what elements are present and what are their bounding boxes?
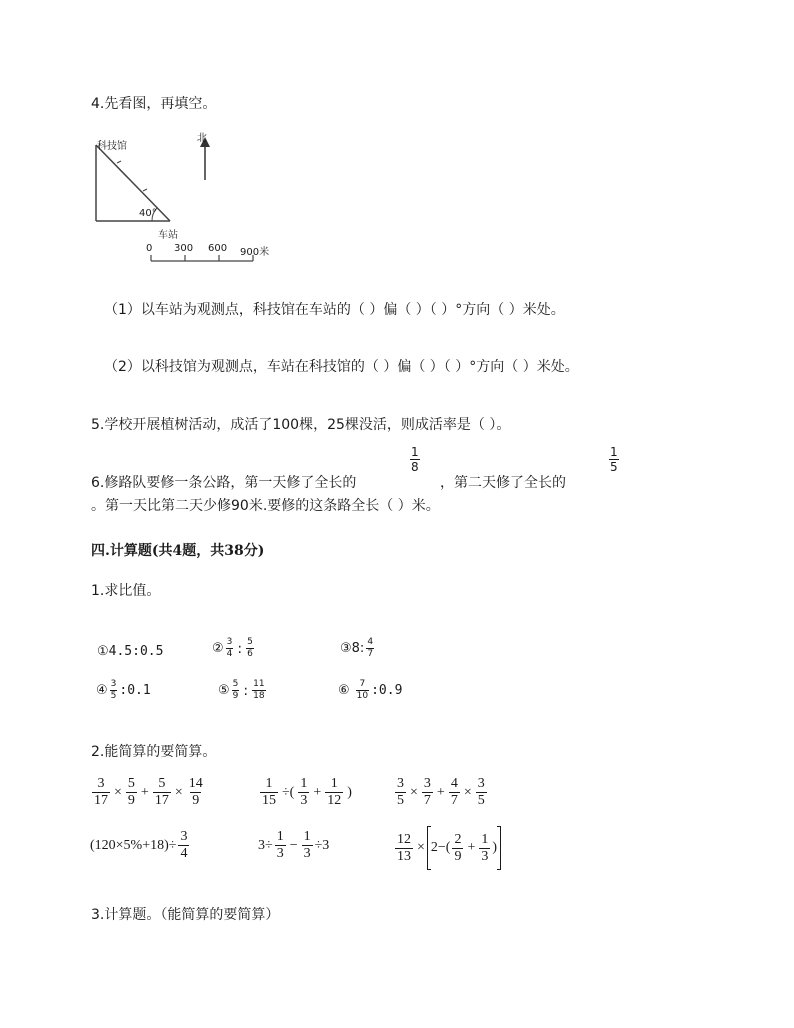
c1-i4-den: 5 (110, 691, 117, 701)
q6-line2: 。第一天比第二天少修90米.要修的这条路全长（ ）米。 (91, 498, 440, 514)
scale-label-600: 600 (208, 243, 228, 254)
c2-expr-4 (90, 830, 191, 861)
c2-e6-square-bracket (427, 826, 501, 870)
hypotenuse-tick (143, 189, 147, 191)
c1-i2-a-num: 3 (226, 637, 233, 647)
c2-e3-op3: × (463, 784, 472, 800)
c2-e3-op1: × (410, 784, 418, 800)
c2-e1-op2: + (140, 784, 149, 800)
q6-fraction-2 (607, 446, 621, 473)
c2-e5-suffix: ÷3 (314, 837, 330, 853)
c2-e1-c-num: 5 (158, 776, 166, 791)
q6-part1: 6.修路队要修一条公路，第一天修了全长的 (91, 475, 357, 491)
c1-item-5 (218, 680, 268, 701)
c2-e3-b-den: 7 (423, 793, 431, 808)
c2-e1-op3: × (174, 784, 183, 800)
c1-i5-b-den: 18 (253, 691, 265, 701)
c2-title: 2.能简算的要简算。 (91, 744, 217, 760)
c2-e2-op2: + (313, 784, 322, 800)
c1-item-2-prefix: ② (212, 641, 224, 656)
c1-item-3 (340, 638, 376, 659)
c2-e1-c-den: 17 (154, 793, 169, 808)
q6-frac2-num: 1 (610, 445, 618, 459)
c2-e6-op2: + (467, 840, 476, 855)
c2-e6-inner-suffix: ) (492, 840, 498, 855)
c2-e3-d-num: 3 (477, 776, 485, 791)
c2-e1-d-num: 14 (188, 776, 203, 791)
c2-e4-prefix: (120×5%+18)÷ (90, 837, 177, 853)
c2-e5-a-den: 3 (276, 846, 284, 861)
c1-i2-b-den: 6 (247, 649, 253, 659)
c2-e1-b-den: 9 (127, 793, 135, 808)
c1-item-5-prefix: ⑤ (218, 683, 230, 698)
c2-e2-b-num: 1 (300, 776, 308, 791)
q4-sub1: （1）以车站为观测点，科技馆在车站的（ ）偏（ ）（ ）°方向（ ）米处。 (104, 302, 565, 318)
c2-e6-inner-prefix: 2−( (430, 840, 451, 855)
hypotenuse-tick (117, 161, 121, 163)
scale-label-300: 300 (174, 243, 194, 254)
c2-e3-c-num: 4 (450, 776, 458, 791)
label-north: 北 (197, 133, 207, 144)
c2-expr-2 (258, 777, 354, 808)
c2-e6-c-den: 3 (481, 848, 489, 864)
c2-e5-a-num: 1 (276, 829, 284, 844)
c2-e5-op: − (289, 837, 298, 853)
c2-expr-1 (90, 777, 207, 808)
c2-e2-c-den: 12 (327, 793, 342, 808)
c1-item-4-prefix: ④ (96, 683, 108, 698)
c2-e2-b-den: 3 (300, 793, 308, 808)
q6-frac1-den: 8 (411, 460, 419, 474)
c2-expr-3 (393, 777, 489, 808)
c1-item-6-suffix: :0.9 (371, 683, 403, 698)
c2-e6-c-num: 1 (481, 831, 489, 847)
c1-i2-colon: : (237, 640, 243, 657)
q6-frac2-den: 5 (610, 460, 618, 474)
c2-e6-b-num: 2 (454, 831, 462, 847)
section4-title: 四.计算题(共4题，共38分) (91, 543, 265, 559)
c2-e3-a-num: 3 (397, 776, 404, 791)
q6-part2: ，第二天修了全长的 (440, 475, 566, 491)
c1-item-6-prefix: ⑥ (338, 683, 350, 698)
c2-e1-b-num: 5 (127, 776, 135, 791)
c2-e2-a-den: 15 (262, 793, 276, 808)
c2-e3-a-den: 5 (397, 793, 404, 808)
c2-e6-b-den: 9 (454, 848, 462, 864)
q4-title: 4.先看图，再填空。 (91, 96, 217, 112)
scale-label-0: 0 (146, 243, 153, 254)
q6-frac1-num: 1 (411, 445, 419, 459)
scale-label-900: 900米 (240, 247, 270, 258)
c1-item-4 (96, 680, 151, 701)
triangle-hypotenuse (96, 145, 170, 221)
c1-i5-b-num: 11 (253, 679, 265, 689)
q6-fraction-1 (408, 446, 422, 473)
c2-e6-a-den: 13 (397, 848, 411, 864)
label-station: 车站 (158, 230, 178, 241)
c1-item-2 (212, 638, 256, 659)
q4-sub2: （2）以科技馆为观测点，车站在科技馆的（ ）偏（ ）（ ）°方向（ ）米处。 (104, 359, 579, 375)
c2-e5-b-den: 3 (303, 846, 311, 861)
c3-title: 3.计算题。（能简算的要简算） (91, 907, 280, 923)
c1-i6-den: 10 (356, 691, 369, 701)
c1-i3-den: 7 (367, 649, 374, 659)
c1-item-4-suffix: :0.1 (119, 683, 151, 698)
label-angle: 40° (139, 208, 157, 219)
c2-e5-prefix: 3÷ (258, 837, 273, 853)
c2-e2-close: ) (347, 784, 352, 800)
c2-e3-op2: + (436, 784, 445, 800)
c2-e4-a-num: 3 (180, 829, 188, 844)
c2-expr-5 (258, 830, 329, 861)
c1-item-3-prefix: ③8: (340, 641, 365, 656)
c1-item-6 (338, 680, 402, 701)
c1-i2-a-den: 4 (226, 649, 233, 659)
c2-e5-b-num: 1 (303, 829, 311, 844)
c1-i2-b-num: 5 (247, 637, 253, 647)
c1-i4-num: 3 (110, 679, 117, 689)
c2-e2-a-num: 1 (265, 776, 273, 791)
label-science-museum: 科技馆 (97, 141, 127, 152)
c2-e4-a-den: 4 (180, 846, 188, 861)
c1-i6-num: 7 (359, 679, 366, 689)
c1-i5-a-den: 9 (232, 691, 239, 701)
c2-e1-op1: × (114, 784, 122, 800)
c1-title: 1.求比值。 (91, 583, 161, 599)
c2-e2-op1: ÷( (282, 784, 295, 800)
c1-item-1: ①4.5:0.5 (97, 644, 164, 659)
c2-e2-c-num: 1 (330, 776, 338, 791)
c2-e3-b-num: 3 (423, 776, 431, 791)
c1-i3-num: 4 (367, 637, 374, 647)
c2-expr-6 (393, 826, 501, 870)
c2-e1-d-den: 9 (192, 793, 200, 808)
c2-e1-a-num: 3 (97, 776, 105, 791)
c1-i5-colon: : (243, 682, 249, 699)
c1-i5-a-num: 5 (232, 679, 239, 689)
c2-e6-op1: × (417, 840, 425, 855)
c2-e1-a-den: 17 (94, 793, 108, 808)
q5-text: 5.学校开展植树活动，成活了100棵，25棵没活，则成活率是（ ）。 (91, 417, 511, 433)
c2-e3-d-den: 5 (477, 793, 485, 808)
c2-e6-a-num: 12 (397, 831, 411, 847)
c2-e3-c-den: 7 (450, 793, 458, 808)
